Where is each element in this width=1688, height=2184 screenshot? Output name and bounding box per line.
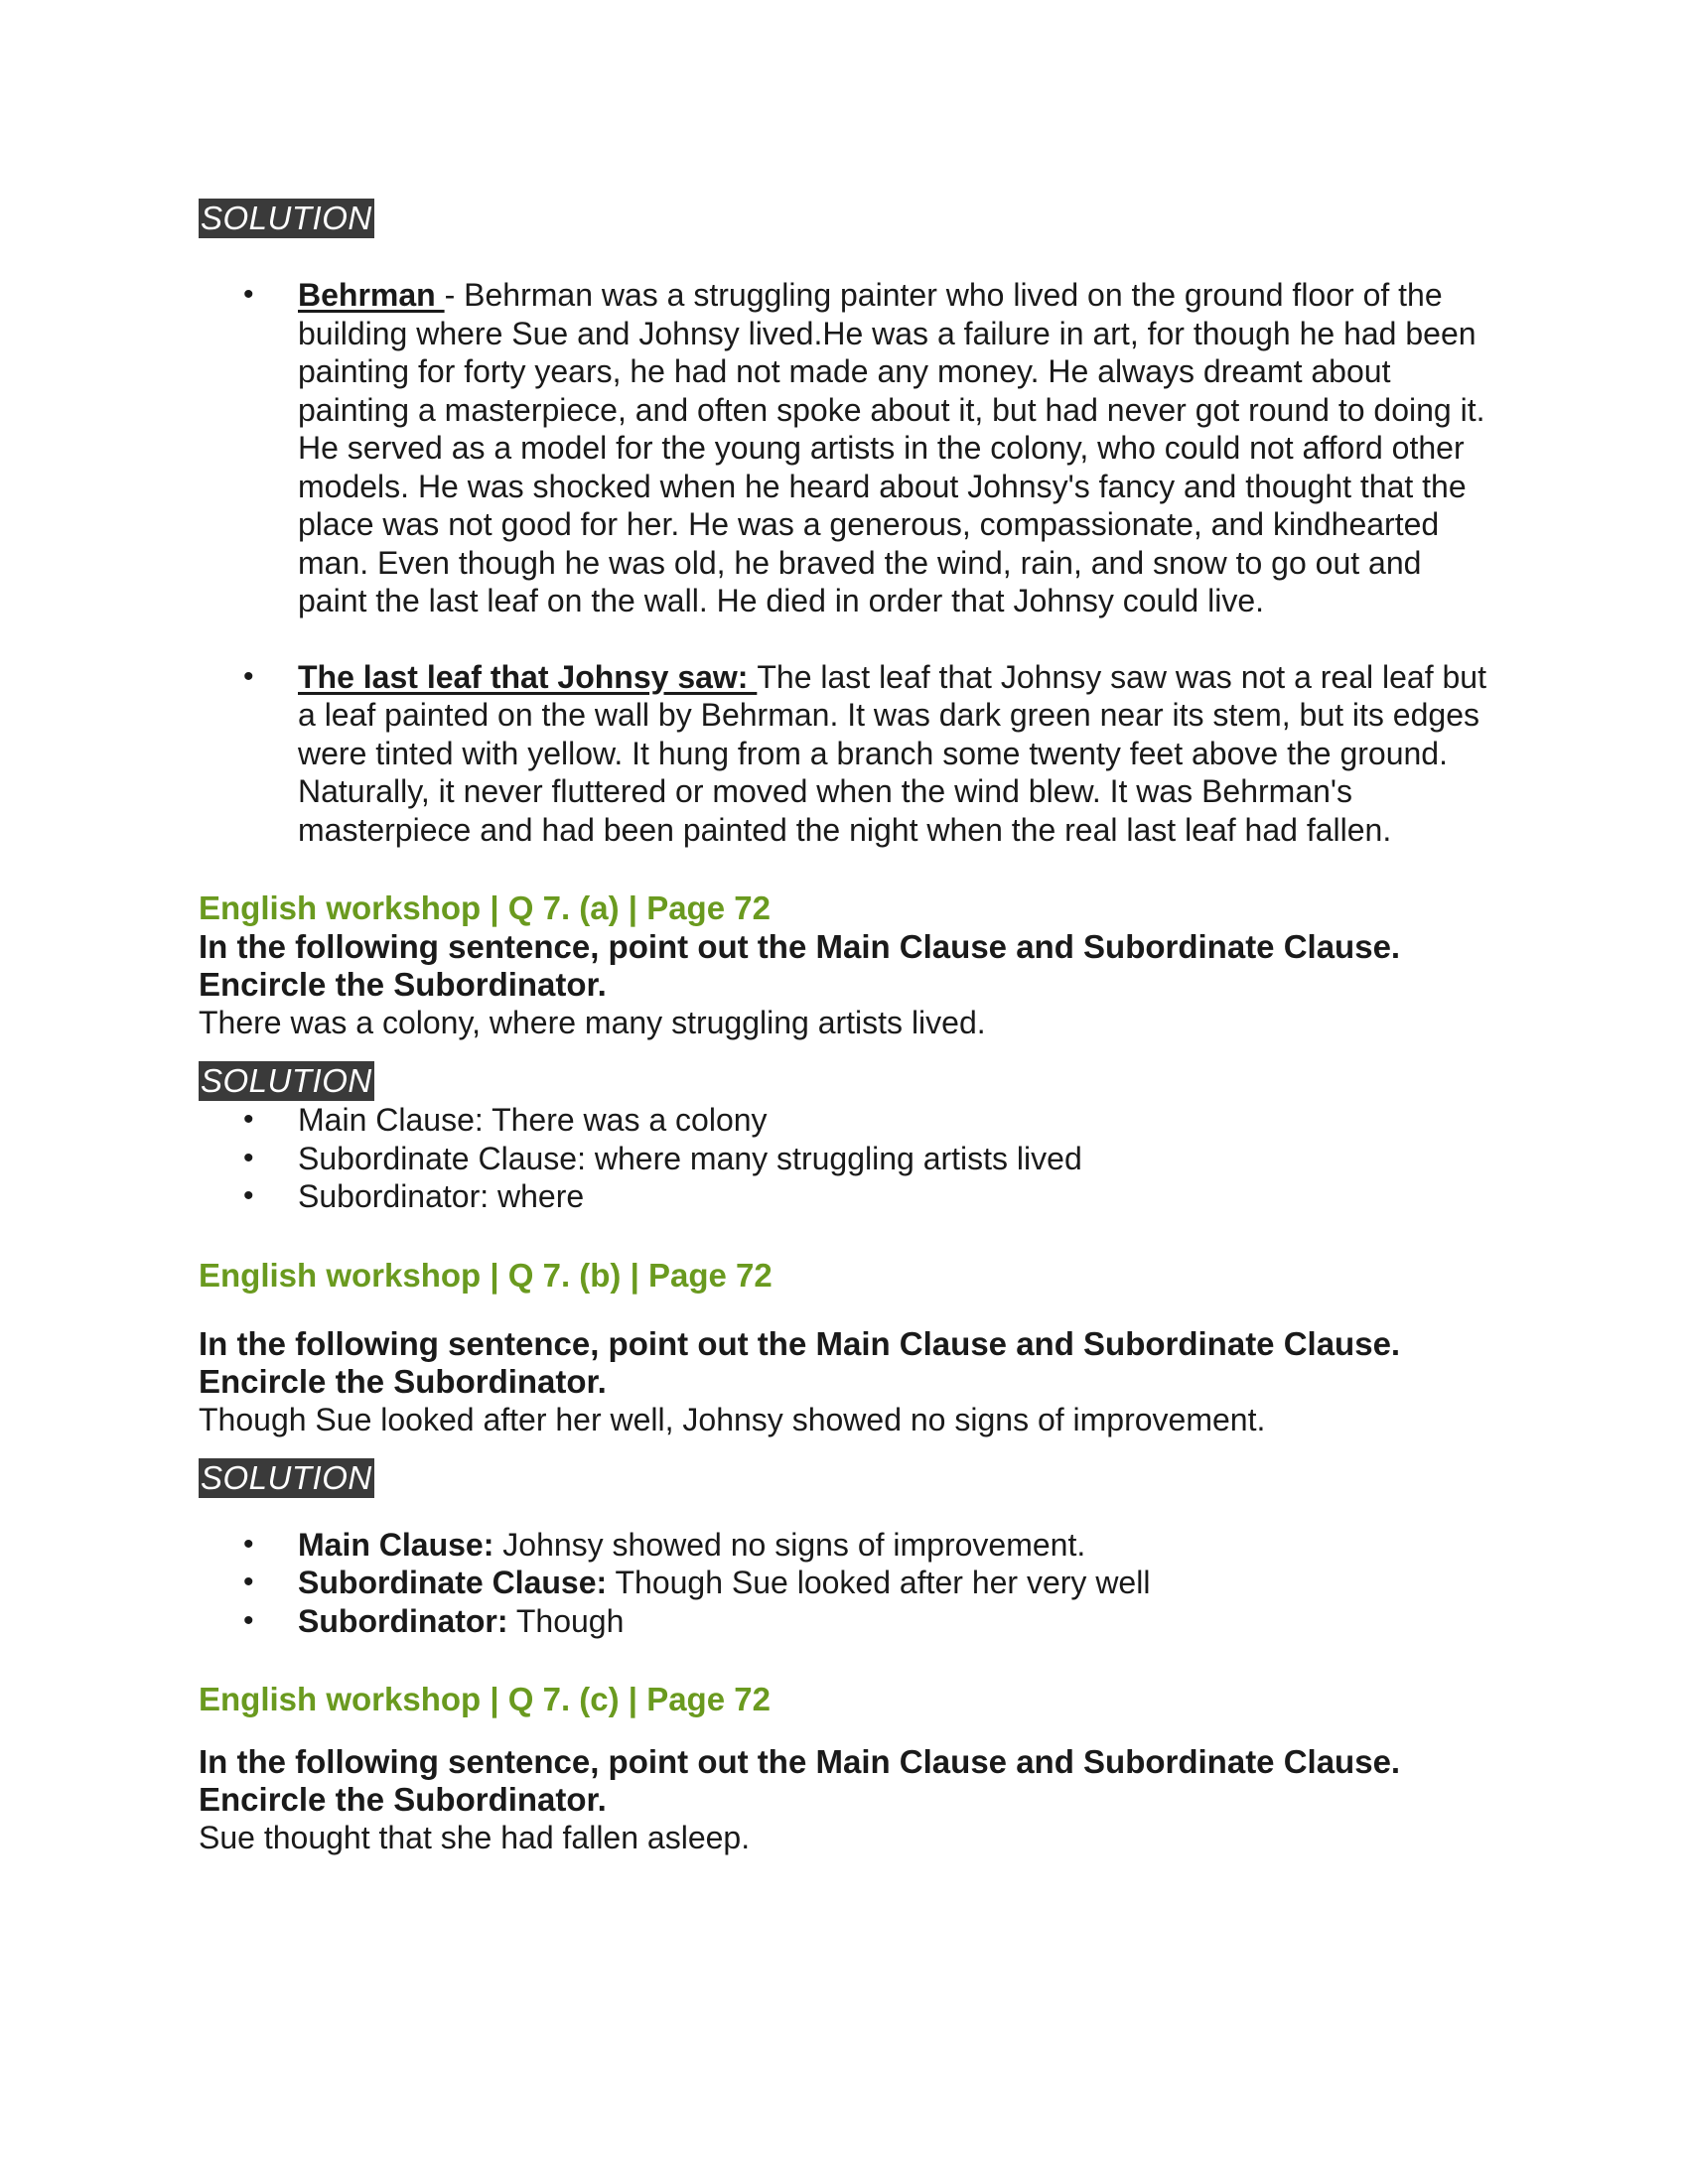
description-last-leaf: The last leaf that Johnsy saw was not a real leaf but a leaf painted on the wall by Behrman. It was dark green near its stem, but its edges were tinted with yellow. It hung from a branch some twenty feet above the ground. Naturally, it never fluttered or moved when the wind blew. It was Behrman's masterpiece and had been painted the night when the real last leaf had fallen. [298,658,1486,848]
answer-label: Subordinate Clause: [298,1565,608,1600]
list-item [199,1602,1489,1641]
question-instruction: In the following sentence, point out the Main Clause and Subordinate Clause. [199,1324,1401,1362]
answer-list-7a [199,1101,1489,1216]
solution-label-1 [199,199,1489,238]
term-last-leaf: The last leaf that Johnsy saw: [298,658,758,695]
solution-tag: SOLUTION [201,1062,372,1099]
description-behrman: Behrman was a struggling painter who lived on the ground floor of the building where Sue and Johnsy lived.He was a failure in art, for though he had been painting for forty years, he had not made any money. He always dreamt about painting a masterpiece, and often spoke about it, but had never got round to doing it. He served as a model for the young artists in the colony, who could not afford other models. He was shocked when he heard about Johnsy's fancy and thought that the place was not good for her. He was a generous, compassionate, and kindhearted man. Even though he was old, he braved the wind, rain, and snow to go out and paint the last leaf on the wall. He died in order that Johnsy could live. [298,277,1485,618]
list-item [199,1564,1489,1602]
question-7b [199,1256,1489,1438]
term-behrman: Behrman [298,277,445,313]
solution-label-3 [199,1458,1489,1498]
solution-tag: SOLUTION [201,200,372,236]
solution-label-2 [199,1061,1489,1101]
question-heading: English workshop | Q 7. (a) | Page 72 [199,889,771,926]
solution-tag: SOLUTION [201,1458,372,1496]
question-instruction: In the following sentence, point out the Main Clause and Subordinate Clause. [199,928,1401,965]
list-item-behrman [199,276,1489,620]
question-heading: English workshop | Q 7. (b) | Page 72 [199,1256,773,1294]
question-7c [199,1680,1489,1856]
list-item [199,1526,1489,1565]
question-sentence: Sue thought that she had fallen asleep. [199,1820,751,1855]
question-instruction: In the following sentence, point out the Main Clause and Subordinate Clause. [199,1743,1401,1780]
answer-value: Johnsy showed no signs of improvement. [493,1526,1086,1563]
question-heading: English workshop | Q 7. (c) | Page 72 [199,1681,771,1717]
question-instruction: Encircle the Subordinator. [199,1781,607,1818]
list-item: • Subordinate Clause: where many struggling artists lived [199,1140,1489,1178]
question-instruction: Encircle the Subordinator. [199,966,607,1003]
character-sketch-list [199,276,1489,849]
answer-list-7b [199,1526,1489,1641]
question-sentence: Though Sue looked after her well, Johnsy showed no signs of improvement. [199,1401,1266,1437]
list-item-last-leaf [199,658,1489,850]
answer-value: Though Sue looked after her very well [607,1565,1151,1600]
question-instruction: Encircle the Subordinator. [199,1362,607,1400]
list-item: • Main Clause: There was a colony [199,1101,1489,1140]
answer-label: Main Clause: [298,1526,494,1563]
list-item: • Subordinator: where [199,1177,1489,1216]
question-7a [199,888,1489,1041]
separator: - [444,277,465,313]
answer-value: Though [507,1602,625,1639]
question-sentence: There was a colony, where many struggling artists lived. [199,1005,986,1040]
answer-label: Subordinator: [298,1602,508,1639]
